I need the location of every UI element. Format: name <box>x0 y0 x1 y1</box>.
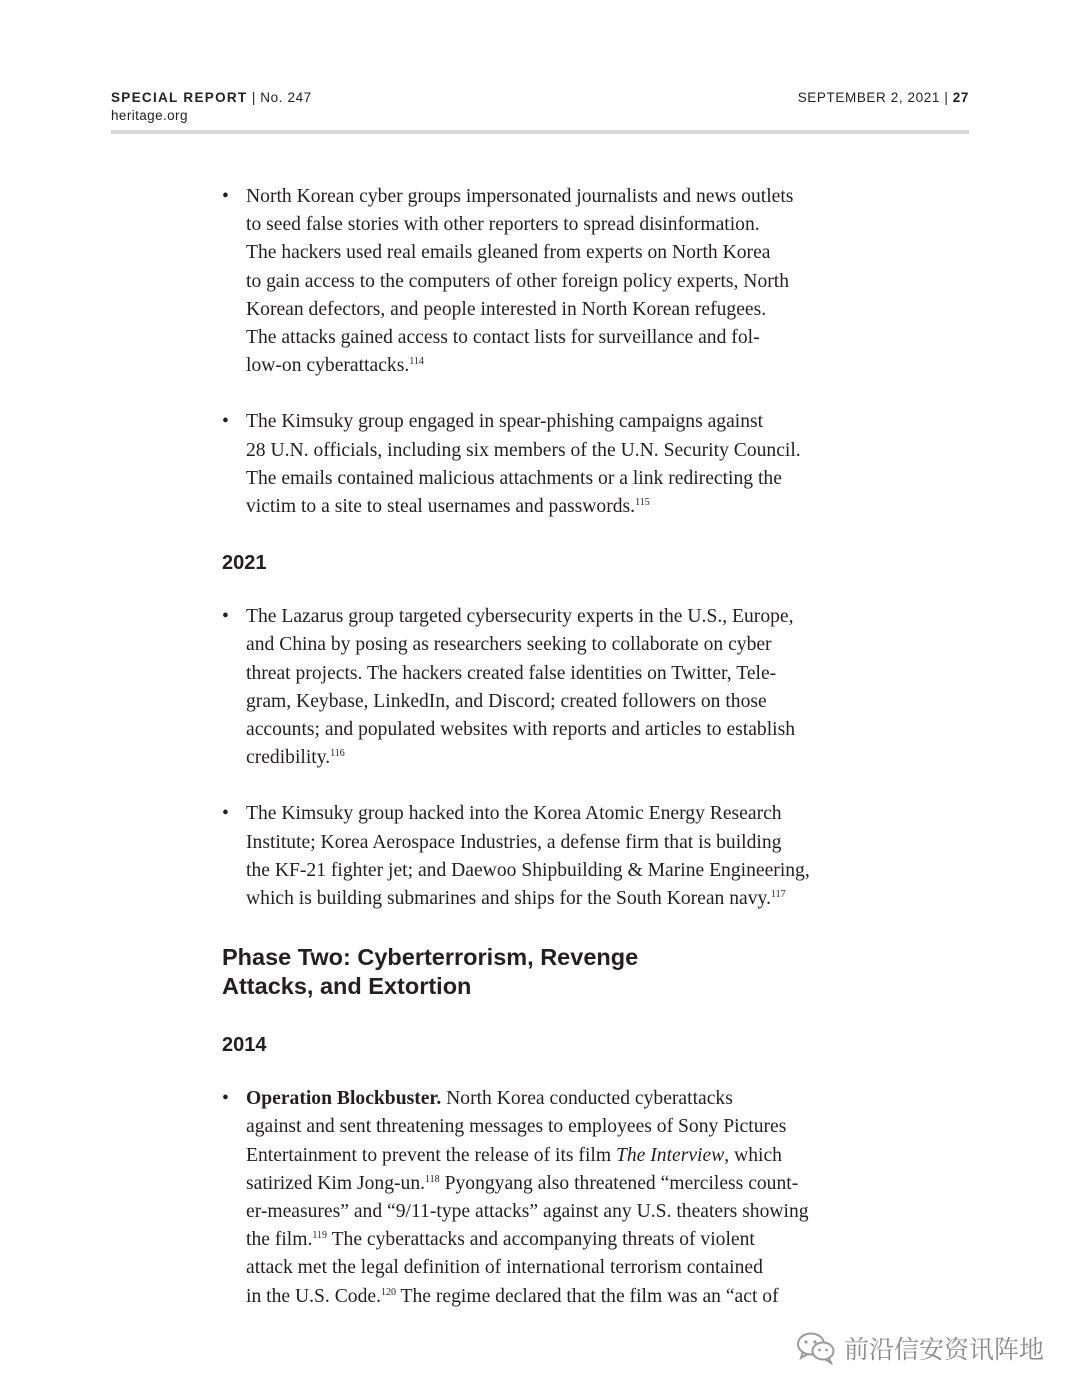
bullet-lead: Operation Blockbuster. <box>246 1088 442 1110</box>
text-run: , which <box>724 1144 782 1166</box>
text-line: against and sent threatening messages to employees of Sony Pictures <box>246 1116 787 1138</box>
bullet-icon: • <box>222 606 229 628</box>
page-header <box>111 89 969 135</box>
text-line: credibility. <box>246 747 331 769</box>
bullet-icon: • <box>222 1088 229 1110</box>
bullet-text <box>246 800 872 913</box>
bullet-text <box>246 183 872 380</box>
footnote-ref[interactable]: 115 <box>635 497 650 509</box>
text-line: 28 U.N. officials, including six members of the U.N. Security Council. <box>246 439 801 461</box>
header-divider <box>111 130 969 134</box>
text-run: The cyberattacks and accompanying threats of violent <box>327 1229 755 1251</box>
report-date: SEPTEMBER 2, 2021 | <box>797 90 949 105</box>
page-number: 27 <box>952 90 969 105</box>
watermark-text: 前沿信安资讯阵地 <box>843 1335 1044 1364</box>
text-run: satirized Kim Jong-un. <box>246 1172 426 1194</box>
watermark <box>796 1330 1044 1366</box>
text-line: The emails contained malicious attachments or a link redirecting the <box>246 467 782 489</box>
text-line: gram, Keybase, LinkedIn, and Discord; created followers on those <box>246 690 767 712</box>
bullet-icon: • <box>222 186 229 207</box>
text-run: in the U.S. Code. <box>246 1285 381 1307</box>
footnote-ref[interactable]: 120 <box>380 1286 396 1298</box>
bullet-item <box>222 1085 872 1311</box>
text-run: Entertainment to prevent the release of its film <box>246 1144 616 1166</box>
text-run: North Korea conducted cyberattacks <box>441 1088 733 1110</box>
article-body <box>222 183 872 1339</box>
text-line: Korean defectors, and people interested in North Korean refugees. <box>246 298 767 320</box>
year-heading-2014: 2014 <box>222 1034 267 1057</box>
text-line: The Kimsuky group engaged in spear-phishing campaigns against <box>246 411 764 433</box>
section-heading <box>222 943 872 1001</box>
bullet-text <box>246 603 872 772</box>
report-number: | No. 247 <box>251 90 312 105</box>
bullet-item <box>222 408 872 521</box>
bullet-item <box>222 800 872 913</box>
text-line: er-measures” and “9/11-type attacks” against any U.S. theaters showing <box>246 1201 809 1223</box>
report-id <box>111 89 312 125</box>
bullet-item <box>222 183 872 380</box>
footnote-ref[interactable]: 116 <box>330 748 345 760</box>
text-line: to gain access to the computers of other foreign policy experts, North <box>246 270 790 292</box>
footnote-ref[interactable]: 117 <box>770 889 786 901</box>
date-page <box>798 89 969 107</box>
bullet-icon: • <box>222 803 229 825</box>
text-line: which is building submarines and ships for the South Korean navy. <box>246 888 771 910</box>
wechat-icon <box>796 1331 836 1365</box>
bullet-item <box>222 603 872 772</box>
footnote-ref[interactable]: 118 <box>425 1173 440 1185</box>
text-line: accounts; and populated websites with reports and articles to establish <box>246 719 796 741</box>
text-run: Pyongyang also threatened “merciless count- <box>439 1172 799 1194</box>
text-line: The attacks gained access to contact lists for surveillance and fol- <box>246 327 760 349</box>
footnote-ref[interactable]: 119 <box>312 1230 328 1242</box>
text-line: low-on cyberattacks. <box>246 355 410 377</box>
report-label: SPECIAL REPORT <box>111 90 248 105</box>
film-title: The Interview <box>615 1144 725 1166</box>
footnote-ref[interactable]: 114 <box>409 356 424 368</box>
text-run: The regime declared that the film was an “act of <box>395 1285 779 1307</box>
text-line: victim to a site to steal usernames and passwords. <box>246 496 636 518</box>
section-heading-line: Attacks, and Extortion <box>222 973 472 1000</box>
text-line: and China by posing as researchers seeking to collaborate on cyber <box>246 634 772 656</box>
text-line: The Lazarus group targeted cybersecurity experts in the U.S., Europe, <box>246 606 794 628</box>
text-line: The hackers used real emails gleaned from experts on North Korea <box>246 242 771 264</box>
text-run: the film. <box>246 1229 313 1251</box>
bullet-icon: • <box>222 411 229 433</box>
text-line: threat projects. The hackers created false identities on Twitter, Tele- <box>246 662 777 684</box>
text-line: attack met the legal definition of international terrorism contained <box>246 1257 763 1279</box>
bullet-text <box>246 408 872 521</box>
text-line: to seed false stories with other reporters to spread disinformation. <box>246 214 760 236</box>
site-link[interactable]: heritage.org <box>111 108 188 123</box>
year-heading-2021: 2021 <box>222 552 267 575</box>
text-line: North Korean cyber groups impersonated journalists and news outlets <box>246 186 794 207</box>
section-heading-line: Phase Two: Cyberterrorism, Revenge <box>222 944 639 971</box>
text-line: The Kimsuky group hacked into the Korea Atomic Energy Research <box>246 803 782 825</box>
bullet-text <box>246 1085 872 1311</box>
text-line: the KF-21 fighter jet; and Daewoo Shipbuilding & Marine Engineering, <box>246 859 810 881</box>
text-line: Institute; Korea Aerospace Industries, a defense firm that is building <box>246 831 782 853</box>
